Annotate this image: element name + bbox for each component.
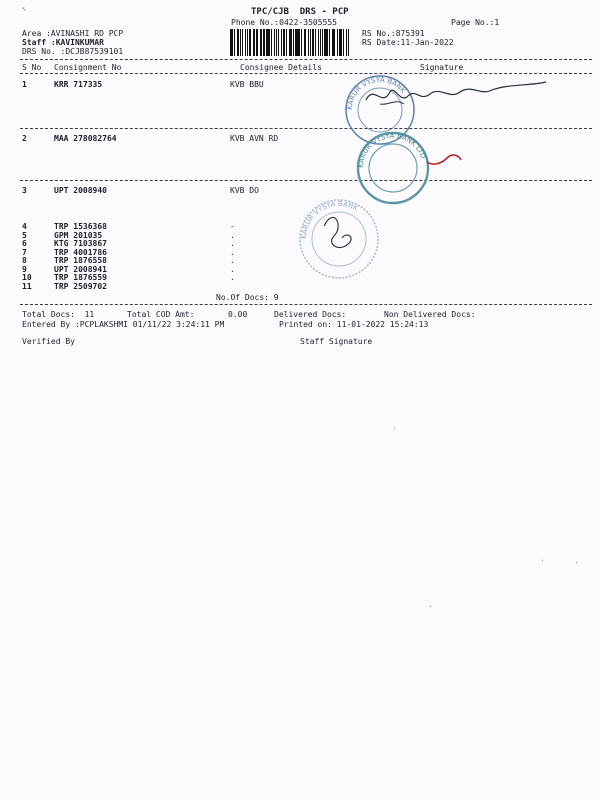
barcode-bar [333, 29, 335, 56]
bank-stamp-3 [294, 196, 384, 282]
drs-number: DRS No. :DCJB87539101 [22, 47, 124, 56]
header-divider-bottom [20, 73, 592, 74]
stamp-2-text: KARUR VYSYA BANK LTD [356, 131, 428, 169]
sub-row-mark: - [230, 222, 235, 231]
barcode-bar [242, 29, 244, 56]
barcode-bar [348, 29, 349, 56]
sub-row-sno: 4 [22, 222, 27, 231]
speck: · [428, 602, 433, 611]
document-title: TPC/CJB DRS - PCP [251, 7, 349, 17]
barcode-bar [234, 29, 235, 56]
page-number: Page No.:1 [451, 18, 500, 27]
sub-row-mark: . [230, 273, 235, 282]
row-1-divider [20, 128, 592, 129]
sub-row-consignment: GPM 201035 [54, 230, 103, 240]
sub-row-sno: 6 [22, 239, 27, 248]
barcode-bar [261, 29, 262, 56]
header-divider-top [20, 59, 592, 60]
sub-row-consignment: TRP 4001786 [54, 247, 107, 257]
sub-row-sno: 9 [22, 264, 27, 274]
barcode-bar [326, 29, 328, 56]
col-sno: S No [22, 63, 42, 72]
barcode-bar [247, 29, 248, 56]
signature-1 [360, 78, 550, 114]
staff-signature: Staff Signature [300, 337, 373, 346]
barcode [230, 29, 350, 56]
sub-row-consignment: TRP 2509702 [54, 281, 107, 291]
signature-2-red [425, 148, 465, 172]
sub-row-mark: . [230, 256, 235, 265]
barcode-bar [298, 29, 300, 56]
delivered-docs: Delivered Docs: [274, 310, 347, 319]
row-1-sno: 1 [22, 80, 27, 89]
row-3-consignee: KVB DO [230, 186, 259, 195]
row-2-sno: 2 [22, 134, 27, 143]
rs-number: RS No.:875391 [362, 29, 425, 38]
barcode-bar [305, 29, 307, 56]
barcode-bar [343, 29, 344, 56]
sub-row-sno: 10 [22, 273, 32, 282]
totals-divider [20, 304, 592, 305]
row-1-consignee: KVB BBU [230, 80, 264, 89]
total-cod-value: 0.00 [228, 310, 248, 319]
col-consignment: Consignment No [54, 63, 122, 72]
barcode-bar [315, 29, 316, 56]
barcode-bar [320, 29, 321, 56]
rs-date: RS Date:11-Jan-2022 [362, 38, 454, 47]
barcode-bar [322, 29, 323, 56]
barcode-bar [312, 29, 314, 56]
barcode-bar [293, 29, 294, 56]
row-1-consignment: KRR 717335 [54, 80, 103, 89]
sub-row-sno: 11 [22, 281, 32, 291]
barcode-bar [263, 29, 265, 56]
sub-row-mark: . [230, 264, 235, 274]
speck: · [574, 558, 579, 567]
barcode-bar [278, 29, 280, 56]
barcode-bar [240, 29, 241, 56]
col-signature: Signature [420, 63, 464, 72]
barcode-bar [337, 29, 338, 56]
sub-row-consignment: TRP 1876558 [54, 256, 107, 265]
barcode-bar [286, 29, 287, 56]
barcode-bar [254, 29, 255, 56]
barcode-bar [256, 29, 258, 56]
total-cod-label: Total COD Amt: [127, 310, 195, 319]
barcode-bar [308, 29, 309, 56]
barcode-bar [283, 29, 285, 56]
verified-by: Verified By [22, 337, 75, 346]
no-of-docs: No.Of Docs: 9 [216, 293, 279, 302]
row-3-consignment: UPT 2008940 [54, 186, 107, 195]
barcode-bar [249, 29, 251, 56]
sub-row-mark: . [230, 239, 235, 248]
sub-row-consignment: KTG 7103867 [54, 239, 107, 248]
entered-by: Entered By :PCPLAKSHMI 01/11/22 3:24:11 PM [22, 320, 225, 329]
row-2-divider [20, 180, 592, 181]
row-2-consignment: MAA 278082764 [54, 134, 117, 143]
total-docs: Total Docs: 11 [22, 310, 95, 319]
speck: · [392, 424, 397, 433]
phone-number: Phone No.:0422-3505555 [231, 18, 337, 27]
row-3-sno: 3 [22, 186, 27, 195]
barcode-bar [301, 29, 302, 56]
staff-label: Staff :KAVINKUMAR [22, 38, 104, 47]
barcode-bar [341, 29, 342, 56]
svg-text:KARUR VYSYA BANK [300, 200, 360, 239]
area-label: Area :AVINASHI RD PCP [22, 29, 124, 38]
corner-mark: ↖ [22, 4, 27, 13]
non-delivered-docs: Non Delivered Docs: [384, 310, 476, 319]
row-2-consignee: KVB AVN RD [230, 134, 279, 143]
stamp-1-text: KARUR VYSYA BANK [345, 75, 408, 111]
sub-row-mark: . [230, 247, 235, 257]
sub-row-sno: 7 [22, 247, 27, 257]
sub-row-sno: 5 [22, 230, 27, 240]
printed-on: Printed on: 11-01-2022 15:24:13 [279, 320, 429, 329]
barcode-bar [329, 29, 330, 56]
col-consignee: Consignee Details [240, 63, 322, 72]
barcode-bar [276, 29, 277, 56]
barcode-bar [271, 29, 272, 56]
sub-row-sno: 8 [22, 256, 27, 265]
barcode-bar [290, 29, 292, 56]
bank-stamp-2 [353, 130, 433, 206]
stamp-3-text: KARUR VYSYA BANK [299, 199, 360, 240]
speck: · [540, 556, 545, 565]
sub-row-mark: . [230, 230, 235, 240]
sub-row-consignment: TRP 1876559 [54, 273, 107, 282]
barcode-bar [269, 29, 270, 56]
sub-row-consignment: TRP 1536368 [54, 222, 107, 231]
sub-row-consignment: UPT 2008941 [54, 264, 107, 274]
barcode-bar [232, 29, 233, 56]
